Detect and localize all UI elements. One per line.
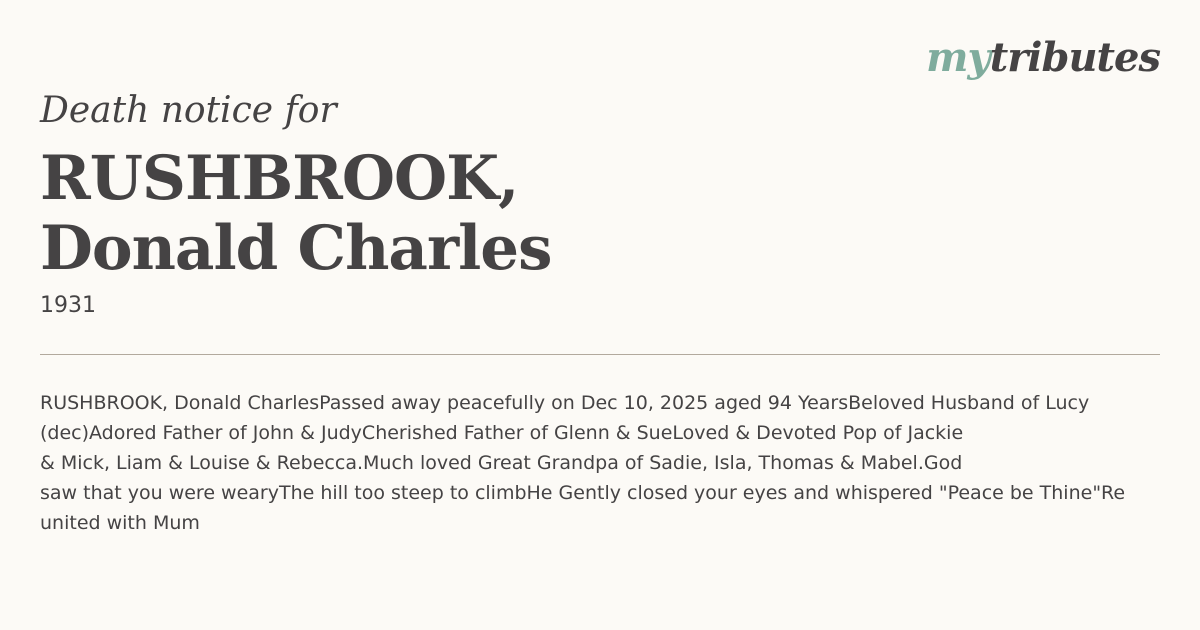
notice-body-line: & Mick, Liam & Louise & Rebecca.Much loved Great Grandpa of Sadie, Isla, Thomas & Mabel.God: [40, 452, 963, 474]
logo-my-text: my: [926, 34, 990, 81]
deceased-given-names: Donald Charles: [40, 213, 552, 284]
notice-label: Death notice for: [40, 90, 337, 131]
notice-body-line: (dec)Adored Father of John & JudyCherished Father of Glenn & SueLoved & Devoted Pop of Jackie: [40, 422, 964, 444]
notice-body-line: united with Mum: [40, 512, 200, 534]
logo-tributes-text: tributes: [989, 34, 1160, 81]
mytributes-logo[interactable]: [926, 34, 1160, 82]
deceased-surname: RUSHBROOK,: [40, 143, 519, 214]
notice-body-line: saw that you were wearyThe hill too steep to climbHe Gently closed your eyes and whispered "Peace be Thine"Re: [40, 482, 1126, 504]
deceased-name: [40, 144, 551, 284]
birth-year: 1931: [40, 293, 96, 318]
notice-body-line: RUSHBROOK, Donald CharlesPassed away peacefully on Dec 10, 2025 aged 94 YearsBeloved Husband of Lucy: [40, 392, 1090, 414]
notice-body: [40, 388, 1160, 538]
divider: [40, 354, 1160, 355]
